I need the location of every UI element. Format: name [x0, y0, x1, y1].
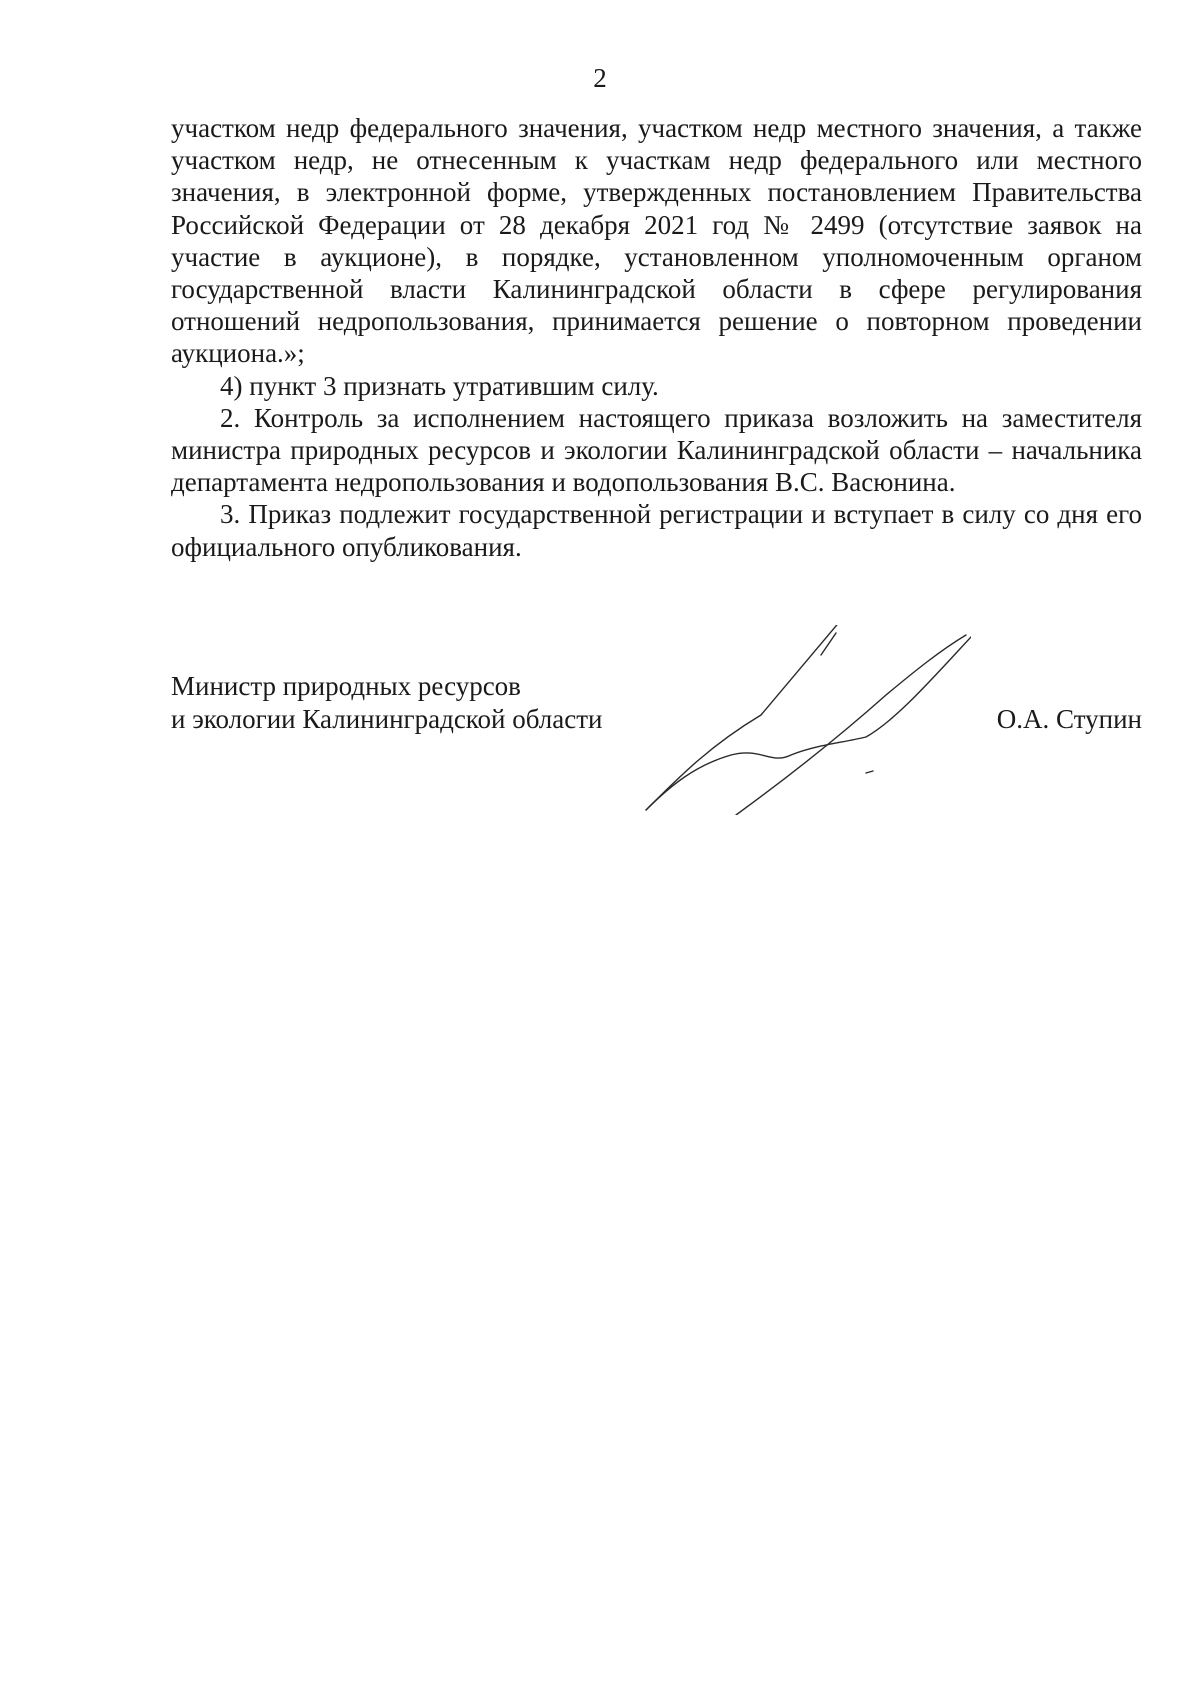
handwritten-signature-icon [641, 625, 971, 815]
signer-name: О.А. Ступин [996, 704, 1142, 734]
paragraph-item-4: 4) пункт 3 признать утратившим силу. [220, 370, 659, 401]
paragraph-continuation: участком недр федерального значения, участком недр местного значения, а также участком недр, не отнесенным к участкам недр федерального или местного значения, в электронной форме, утвержденных постановлением Правительства Российской Федерации от 28 декабря 2021 год № 2499 (отсутствие заявок на участие в аукционе), в порядке, установленном уполномоченным органом государственной власти Калининградской области в сфере регулирования отношений недропользования, принимается решение о повторном проведении аукциона.»; [171, 113, 1142, 369]
signer-title-line-2: и экологии Калининградской области [171, 704, 603, 734]
signer-title [171, 670, 603, 736]
signer-title-line-1: Министр природных ресурсов [171, 671, 521, 701]
signature-block [171, 670, 1142, 810]
document-body [171, 112, 1142, 563]
paragraph-item-3: 3. Приказ подлежит государственной регистрации и вступает в силу со дня его официального опубликования. [171, 499, 1142, 562]
paragraph-item-2: 2. Контроль за исполнением настоящего приказа возложить на заместителя министра природных ресурсов и экологии Калининградской области – начальника департамента недропользования и водопользования В.С. Васюнина. [171, 402, 1142, 498]
page-number: 2 [593, 63, 607, 93]
